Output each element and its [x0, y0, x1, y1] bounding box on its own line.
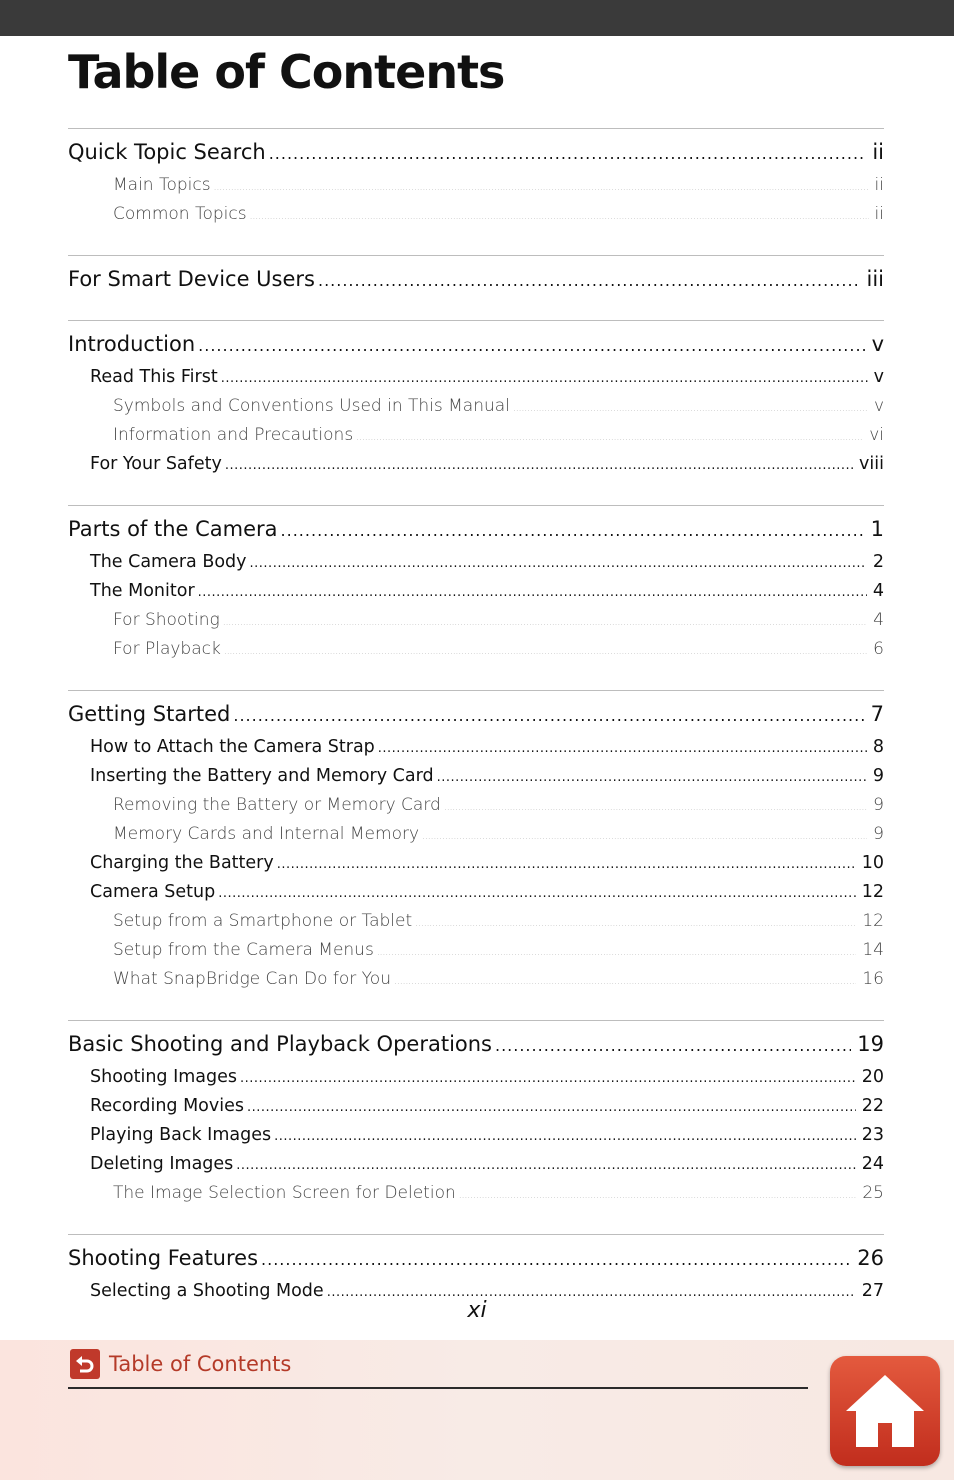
- toc-link-label: Table of Contents: [109, 1352, 292, 1376]
- entry-title: For Shooting: [113, 610, 220, 630]
- toc-subsection-entry[interactable]: [68, 820, 884, 849]
- dot-leader: [225, 451, 853, 480]
- dot-leader: [218, 879, 856, 908]
- entry-title: Camera Setup: [90, 882, 216, 902]
- toc-section: [68, 690, 884, 994]
- dot-leader: [377, 939, 857, 968]
- entry-page: 4: [872, 581, 884, 601]
- entry-title: Introduction: [68, 332, 196, 356]
- entry-title: The Camera Body: [90, 552, 247, 572]
- dot-leader: [356, 424, 863, 453]
- dot-leader: [261, 1245, 851, 1275]
- toc-section: [68, 1020, 884, 1208]
- toc-section-entry[interactable]: [68, 762, 884, 791]
- toc-section-entry[interactable]: [68, 1121, 884, 1150]
- toc-section-entry[interactable]: [68, 849, 884, 878]
- toc-section-entry[interactable]: [68, 733, 884, 762]
- dot-leader: [250, 549, 867, 578]
- toc-subsection-entry[interactable]: [68, 791, 884, 820]
- entry-page: 24: [861, 1154, 884, 1174]
- entry-page: 12: [862, 911, 884, 931]
- toc-section-entry[interactable]: [68, 878, 884, 907]
- entry-title: Playing Back Images: [90, 1125, 272, 1145]
- dot-leader: [277, 850, 856, 879]
- toc-section-entry[interactable]: [68, 1063, 884, 1092]
- entry-title: Main Topics: [113, 175, 211, 195]
- dot-leader: [240, 1064, 856, 1093]
- toc-section: [68, 1234, 884, 1306]
- toc-chapter-entry[interactable]: [68, 1029, 884, 1059]
- entry-page: 10: [861, 853, 884, 873]
- toc-subsection-entry[interactable]: [68, 1179, 884, 1208]
- dot-leader: [250, 203, 869, 232]
- toc-subsection-entry[interactable]: [68, 200, 884, 229]
- entry-title: How to Attach the Camera Strap: [90, 737, 375, 757]
- entry-page: ii: [874, 204, 884, 224]
- toc-chapter-entry[interactable]: [68, 329, 884, 359]
- toc-section-entry[interactable]: [68, 450, 884, 479]
- entry-page: 4: [873, 610, 884, 630]
- toc-section-entry[interactable]: [68, 363, 884, 392]
- entry-title: The Monitor: [90, 581, 195, 601]
- entry-page: 8: [872, 737, 884, 757]
- entry-title: Setup from the Camera Menus: [113, 940, 374, 960]
- table-of-contents: [68, 128, 884, 1332]
- entry-title: What SnapBridge Can Do for You: [113, 969, 391, 989]
- entry-title: Symbols and Conventions Used in This Manual: [113, 396, 510, 416]
- entry-title: Removing the Battery or Memory Card: [113, 795, 441, 815]
- dot-leader: [233, 701, 864, 731]
- toc-section-entry[interactable]: [68, 577, 884, 606]
- entry-title: Deleting Images: [90, 1154, 234, 1174]
- toc-subsection-entry[interactable]: [68, 635, 884, 664]
- toc-subsection-entry[interactable]: [68, 421, 884, 450]
- entry-title: Common Topics: [113, 204, 247, 224]
- toc-section-entry[interactable]: [68, 1150, 884, 1179]
- toc-chapter-entry[interactable]: [68, 1243, 884, 1273]
- top-bar: [0, 0, 954, 36]
- toc-subsection-entry[interactable]: [68, 936, 884, 965]
- toc-section-entry[interactable]: [68, 548, 884, 577]
- entry-title: Getting Started: [68, 702, 231, 726]
- entry-page: 1: [870, 517, 884, 541]
- entry-title: Setup from a Smartphone or Tablet: [113, 911, 413, 931]
- entry-page: ii: [874, 175, 884, 195]
- toc-link[interactable]: [70, 1349, 291, 1379]
- dot-leader: [495, 1031, 851, 1061]
- entry-title: Memory Cards and Internal Memory: [113, 824, 420, 844]
- dot-leader: [318, 266, 860, 296]
- dot-leader: [444, 794, 867, 823]
- entry-title: Quick Topic Search: [68, 140, 266, 164]
- entry-title: For Your Safety: [90, 454, 222, 474]
- dot-leader: [198, 578, 867, 607]
- entry-page: 2: [872, 552, 884, 572]
- dot-leader: [281, 516, 865, 546]
- entry-title: Shooting Features: [68, 1246, 259, 1270]
- dot-leader: [198, 331, 865, 361]
- dot-leader: [378, 734, 867, 763]
- entry-page: 12: [861, 882, 884, 902]
- entry-title: For Playback: [113, 639, 221, 659]
- toc-subsection-entry[interactable]: [68, 171, 884, 200]
- entry-page: 23: [861, 1125, 884, 1145]
- entry-page: 6: [873, 639, 884, 659]
- toc-chapter-entry[interactable]: [68, 264, 884, 294]
- entry-title: Read This First: [90, 367, 218, 387]
- dot-leader: [214, 174, 869, 203]
- dot-leader: [437, 763, 867, 792]
- dot-leader: [221, 364, 868, 393]
- page-title: Table of Contents: [68, 45, 505, 99]
- entry-title: For Smart Device Users: [68, 267, 315, 291]
- toc-section: [68, 255, 884, 294]
- entry-page: 20: [861, 1067, 884, 1087]
- entry-page: 26: [857, 1246, 884, 1270]
- toc-chapter-entry[interactable]: [68, 699, 884, 729]
- dot-leader: [236, 1151, 855, 1180]
- toc-subsection-entry[interactable]: [68, 965, 884, 994]
- entry-page: 9: [872, 766, 884, 786]
- dot-leader: [274, 1122, 856, 1151]
- entry-page: vi: [869, 425, 884, 445]
- dot-leader: [269, 139, 867, 169]
- entry-page: 7: [870, 702, 884, 726]
- dot-leader: [223, 609, 867, 638]
- toc-section: [68, 505, 884, 664]
- entry-page: 9: [873, 824, 884, 844]
- toc-section-entry[interactable]: [68, 1092, 884, 1121]
- toc-section: [68, 320, 884, 479]
- dot-leader: [415, 910, 856, 939]
- entry-title: The Image Selection Screen for Deletion: [113, 1183, 456, 1203]
- entry-page: viii: [859, 454, 884, 474]
- return-arrow-icon: [70, 1349, 100, 1379]
- entry-title: Recording Movies: [90, 1096, 244, 1116]
- entry-page: 16: [862, 969, 884, 989]
- entry-title: Charging the Battery: [90, 853, 274, 873]
- entry-page: 9: [873, 795, 884, 815]
- entry-title: Selecting a Shooting Mode: [90, 1281, 324, 1301]
- dot-leader: [247, 1093, 856, 1122]
- entry-title: Shooting Images: [90, 1067, 238, 1087]
- entry-page: v: [871, 332, 884, 356]
- toc-subsection-entry[interactable]: [68, 392, 884, 421]
- toc-subsection-entry[interactable]: [68, 606, 884, 635]
- toc-chapter-entry[interactable]: [68, 514, 884, 544]
- entry-page: 22: [861, 1096, 884, 1116]
- footer-divider: [68, 1387, 808, 1389]
- dot-leader: [394, 968, 856, 997]
- dot-leader: [459, 1182, 857, 1211]
- entry-page: 19: [857, 1032, 884, 1056]
- dot-leader: [513, 395, 868, 424]
- page-number: xi: [467, 1298, 487, 1323]
- entry-page: iii: [866, 267, 884, 291]
- home-button[interactable]: [830, 1356, 940, 1466]
- dot-leader: [422, 823, 867, 852]
- entry-page: v: [873, 367, 884, 387]
- entry-title: Basic Shooting and Playback Operations: [68, 1032, 492, 1056]
- entry-title: Parts of the Camera: [68, 517, 278, 541]
- entry-page: v: [873, 396, 884, 416]
- entry-title: Information and Precautions: [113, 425, 354, 445]
- dot-leader: [224, 638, 867, 667]
- toc-subsection-entry[interactable]: [68, 907, 884, 936]
- toc-section: [68, 128, 884, 229]
- entry-page: 25: [862, 1183, 884, 1203]
- entry-page: 14: [862, 940, 884, 960]
- home-icon: [842, 1371, 928, 1451]
- entry-page: ii: [872, 140, 884, 164]
- entry-title: Inserting the Battery and Memory Card: [90, 766, 434, 786]
- entry-page: 27: [861, 1281, 884, 1301]
- toc-chapter-entry[interactable]: [68, 137, 884, 167]
